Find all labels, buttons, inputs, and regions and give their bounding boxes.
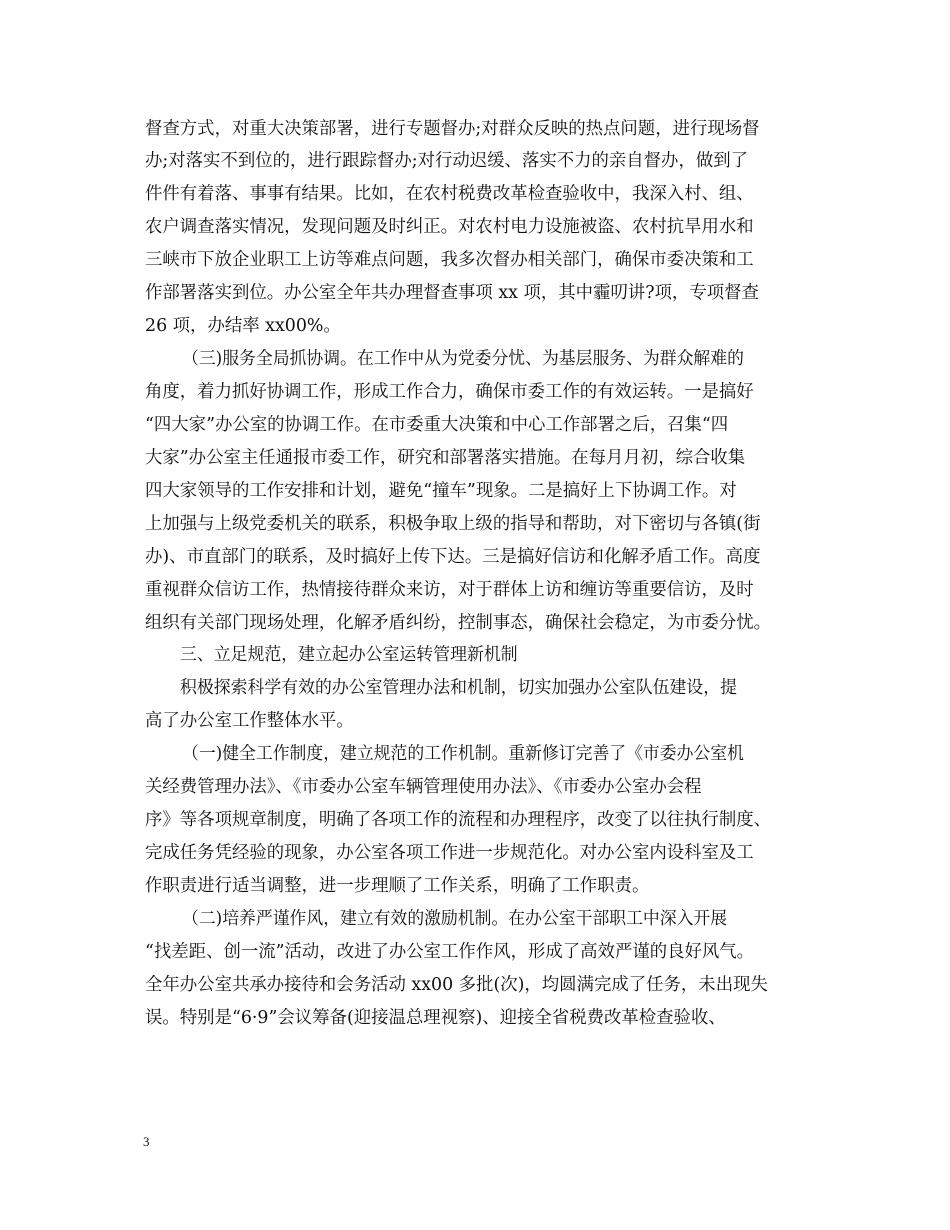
text-line: 序》等各项规章制度，明确了各项工作的流程和办理程序，改变了以往执行制度、 [145, 810, 772, 830]
text-line: 作部署落实到位。办公室全年共办理督查事项 xx 项，其中霾叨讲?项，专项督查 [145, 283, 759, 303]
text-line: 重视群众信访工作，热情接待群众来访，对于群体上访和缠访等重要信访，及时 [145, 580, 754, 600]
text-line: （三)服务全局抓协调。在工作中从为党委分忧、为基层服务、为群众解难的 [182, 349, 744, 369]
text-line: 上加强与上级党委机关的联系，积极争取上级的指导和帮助，对下密切与各镇(街 [145, 514, 761, 534]
text-line: （二)培养严谨作风，建立有效的激励机制。在办公室干部职工中深入开展 [182, 909, 728, 929]
text-line: “找差距、创一流”活动，改进了办公室工作作风，形成了高效严谨的良好风气。 [145, 942, 755, 962]
text-line: 全年办公室共承办接待和会务活动 xx00 多批(次)，均圆满完成了任务，未出现失 [145, 975, 768, 995]
text-line: 高了办公室工作整体水平。 [145, 711, 354, 731]
text-line: 积极探索科学有效的办公室管理办法和机制，切实加强办公室队伍建设，提 [180, 678, 738, 698]
text-line: 四大家领导的工作安排和计划，避免“撞车”现象。二是搞好上下协调工作。对 [145, 481, 737, 501]
text-line: 农户调查落实情况，发现问题及时纠正。对农村电力设施被盗、农村抗旱用水和 [145, 217, 754, 237]
text-line: 组织有关部门现场处理，化解矛盾纠纷，控制事态，确保社会稳定，为市委分忧。 [145, 613, 772, 633]
text-line: 三、立足规范，建立起办公室运转管理新机制 [180, 645, 518, 665]
text-line: 督查方式，对重大决策部署，进行专题督办;对群众反映的热点问题，进行现场督 [145, 119, 760, 139]
text-line: 作职责进行适当调整，进一步理顺了工作关系，明确了工作职责。 [145, 876, 650, 896]
text-line: 角度，着力抓好协调工作，形成工作合力，确保市委工作的有效运转。一是搞好 [145, 382, 754, 402]
text-line: 完成任务凭经验的现象，办公室各项工作进一步规范化。对办公室内设科室及工 [145, 843, 754, 863]
text-line: （一)健全工作制度，建立规范的工作机制。重新修订完善了《市委办公室机 [182, 744, 744, 764]
page-number: 3 [143, 1134, 150, 1149]
text-line: 办;对落实不到位的，进行跟踪督办;对行动迟缓、落实不力的亲自督办，做到了 [145, 151, 749, 171]
text-line: “四大家”办公室的协调工作。在市委重大决策和中心工作部署之后，召集“四 [145, 415, 729, 435]
text-line: 办)、市直部门的联系，及时搞好上传下达。三是搞好信访和化解矛盾工作。高度 [145, 547, 761, 567]
text-line: 误。特别是“6·9”会议筹备(迎接温总理视察)、迎接全省税费改革检查验收、 [145, 1008, 726, 1028]
text-line: 件件有着落、事事有结果。比如，在农村税费改革检查验收中，我深入村、组、 [145, 184, 754, 204]
text-line: 关经费管理办法》、《市委办公室车辆管理使用办法》、《市委办公室办会程 [145, 777, 702, 797]
text-line: 26 项，办结率 xx00%。 [145, 316, 341, 336]
text-line: 大家”办公室主任通报市委工作，研究和部署落实措施。在每月月初，综合收集 [145, 448, 746, 468]
text-line: 三峡市下放企业职工上访等难点问题，我多次督办相关部门，确保市委决策和工 [145, 250, 754, 270]
